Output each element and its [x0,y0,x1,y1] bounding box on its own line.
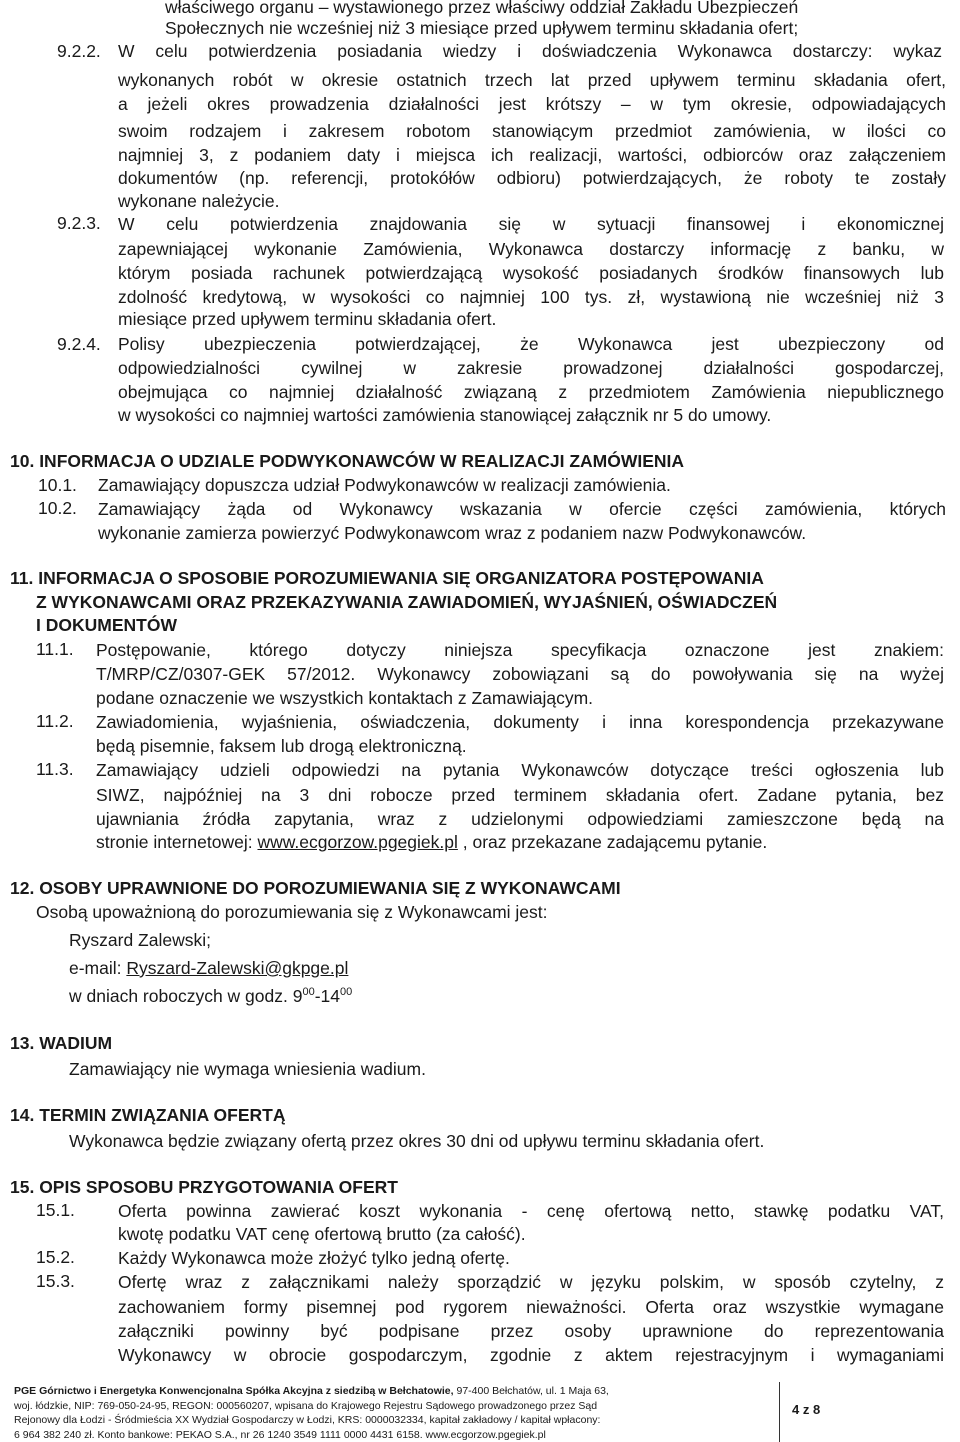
superscript: 00 [302,986,315,999]
section-heading: 10. INFORMACJA O UDZIALE PODWYKONAWCÓW W REALIZACJI ZAMÓWIENIA [10,451,685,471]
text-line: będą pisemnie, faksem lub drogą elektroniczną. [96,736,467,756]
text-line: Wykonawca będzie związany ofertą przez okres 30 dni od upływu terminu składania ofert. [69,1131,765,1151]
item-number: 10.2. [38,498,77,518]
page-number: 4 z 8 [792,1402,821,1417]
text-line: Każdy Wykonawca może złożyć tylko jedną ofertę. [118,1248,510,1268]
text-line: zachowaniem formy pisemnej pod rygorem nieważności. Oferta oraz wszystkie wymagane [118,1297,944,1317]
text-line: zapewniającej wykonanie Zamówienia, Wykonawca dostarczy informację z banku, w [118,239,944,259]
footer-line: 6 964 382 240 zł. Konto bankowe: PEKAO S.A., nr 26 1240 3549 1111 0000 4431 6158. www.ecgorzow.pgegiek.pl [14,1428,546,1441]
text-line [96,831,767,853]
email-label: e-mail: [69,958,127,978]
text-line: wykonanie zamierza powierzyć Podwykonawcom wraz z podaniem nazw Podwykonawców. [98,523,807,543]
company-name: PGE Górnictwo i Energetyka Konwencjonalna Spółka Akcyjna z siedzibą w Bełchatowie, [14,1385,454,1397]
text-line: zdolność kredytową, w wysokości co najmniej 100 tys. zł, wystawioną nie wcześniej niż 3 [118,287,944,307]
text-line: ujawniania źródła zapytania, wraz z udzielonymi odpowiedziami zamieszczone będą na [96,809,944,829]
text-line: Zamawiający żąda od Wykonawcy wskazania w ofercie części zamówienia, których [98,499,946,519]
text-line: W celu potwierdzenia posiadania wiedzy i doświadczenia Wykonawca dostarczy: wykaz [118,41,942,61]
text-line: Zamawiający udzieli odpowiedzi na pytania Wykonawców dotyczące treści ogłoszenia lub [96,760,944,780]
website-link[interactable]: www.ecgorzow.pgegiek.pl [257,832,458,852]
text-line [69,957,348,979]
section-heading: Z WYKONAWCAMI ORAZ PRZEKAZYWANIA ZAWIADOMIEŃ, WYJAŚNIEŃ, OŚWIADCZEŃ [36,592,778,612]
text-line: kwotę podatku VAT cenę ofertową brutto (za całość). [118,1224,526,1244]
section-heading: I DOKUMENTÓW [36,615,177,635]
item-number: 15.1. [36,1200,75,1220]
text-line: w wysokości co najmniej wartości zamówienia stanowiącej załącznik nr 5 do umowy. [118,405,772,425]
item-number: 9.2.2. [57,41,101,61]
text-line: odpowiedzialności cywilnej w zakresie prowadzonej działalności gospodarczej, [118,358,944,378]
text-fragment: , oraz przekazane zadającemu pytanie. [457,832,768,852]
text-line: Zamawiający nie wymaga wniesienia wadium. [69,1059,426,1079]
footer-divider [779,1382,780,1442]
text-line: miesiące przed upływem terminu składania ofert. [118,309,497,329]
item-number: 11.3. [36,759,74,779]
section-heading: 12. OSOBY UPRAWNIONE DO POROZUMIEWANIA SIĘ Z WYKONAWCAMI [10,878,621,898]
section-heading: 13. WADIUM [10,1033,113,1053]
item-number: 9.2.4. [57,334,101,354]
text-line: Wykonawcy w obrocie gospodarczym, zgodnie z aktem rejestracyjnym i wymaganiami [118,1345,944,1365]
text-line: którym posiada rachunek potwierdzającą wysokość posiadanych środków finansowych lub [118,263,944,283]
text-line: a jeżeli okres prowadzenia działalności jest krótszy – w tym okresie, odpowiadających [118,94,946,114]
section-heading: 15. OPIS SPOSOBU PRZYGOTOWANIA OFERT [10,1177,398,1197]
item-number: 15.3. [36,1271,75,1291]
text-line: właściwego organu – wystawionego przez właściwy oddział Zakładu Ubezpieczeń [165,0,799,17]
text-fragment: w dniach roboczych w godz. 9 [69,986,303,1006]
item-number: 15.2. [36,1247,75,1267]
text-line: Postępowanie, którego dotyczy niniejsza specyfikacja oznaczone jest znakiem: [96,640,944,660]
text-line: swoim rodzajem i zakresem robotom stanowiącym przedmiot zamówienia, w ilości co [118,121,946,141]
contact-name: Ryszard Zalewski; [69,930,211,950]
text-fragment: -14 [314,986,341,1006]
item-number: 11.1. [36,639,74,659]
email-link[interactable]: Ryszard-Zalewski@gkpge.pl [126,958,349,978]
text-line: W celu potwierdzenia znajdowania się w sytuacji finansowej i ekonomicznej [118,214,944,234]
text-line: najmniej 3, z podaniem daty i miejsca ich realizacji, wartości, odbiorców oraz załączeniem [118,145,946,165]
text-line: Osobą upoważnioną do porozumiewania się z Wykonawcami jest: [36,902,548,922]
text-line: wykonanych robót w okresie ostatnich trzech lat przed upływem terminu składania ofert, [118,70,946,90]
section-heading: 11. INFORMACJA O SPOSOBIE POROZUMIEWANIA SIĘ ORGANIZATORA POSTĘPOWANIA [10,568,764,588]
text-line: obejmująca co najmniej działalność związaną z przedmiotem Zamówienia niepublicznego [118,382,944,402]
item-number: 10.1. [38,475,77,495]
text-line: T/MRP/CZ/0307-GEK 57/2012. Wykonawcy zobowiązani są do powoływania się na wyżej [96,664,944,684]
text-line: Ofertę wraz z załącznikami należy sporządzić w języku polskim, w sposób czytelny, z [118,1272,944,1292]
text-line: załączniki powinny być podpisane przez osoby uprawnione do reprezentowania [118,1321,944,1341]
text-line: Zamawiający dopuszcza udział Podwykonawców w realizacji zamówienia. [98,475,671,495]
text-line: Oferta powinna zawierać koszt wykonania - cenę ofertową netto, stawkę podatku VAT, [118,1201,944,1221]
text-line [69,985,352,1007]
footer-line: woj. łódzkie, NIP: 769-050-24-95, REGON: 000560207, wpisana do Krajowego Rejestru Sądowego prowadzonego przez Sąd [14,1399,598,1412]
text-line: Społecznych nie wcześniej niż 3 miesiące przed upływem terminu składania ofert; [165,18,799,38]
footer-text: 97-400 Bełchatów, ul. 1 Maja 63, [453,1385,609,1397]
text-fragment: stronie internetowej: [96,832,258,852]
text-line: Polisy ubezpieczenia potwierdzającej, że Wykonawca jest ubezpieczony od [118,334,944,354]
text-line: SIWZ, najpóźniej na 3 dni robocze przed terminem składania ofert. Zadane pytania, bez [96,785,944,805]
footer-line [14,1384,774,1399]
item-number: 9.2.3. [57,213,101,233]
item-number: 11.2. [36,711,74,731]
footer-line: Rejonowy dla Łodzi - Śródmieścia XX Wydział Gospodarczy w Łodzi, KRS: 0000032334, kapitał zakładowy / kapitał wpłacony: [14,1414,601,1426]
text-line: dokumentów (np. referencji, protokółów odbioru) potwierdzających, że roboty te zostały [118,168,946,188]
text-line: podane oznaczenie we wszystkich kontaktach z Zamawiającym. [96,688,594,708]
page-footer [14,1384,774,1442]
text-line: wykonane należycie. [118,191,280,211]
text-line: Zawiadomienia, wyjaśnienia, oświadczenia, dokumenty i inna korespondencja przekazywane [96,712,944,732]
superscript: 00 [340,986,353,999]
section-heading: 14. TERMIN ZWIĄZANIA OFERTĄ [10,1105,286,1125]
